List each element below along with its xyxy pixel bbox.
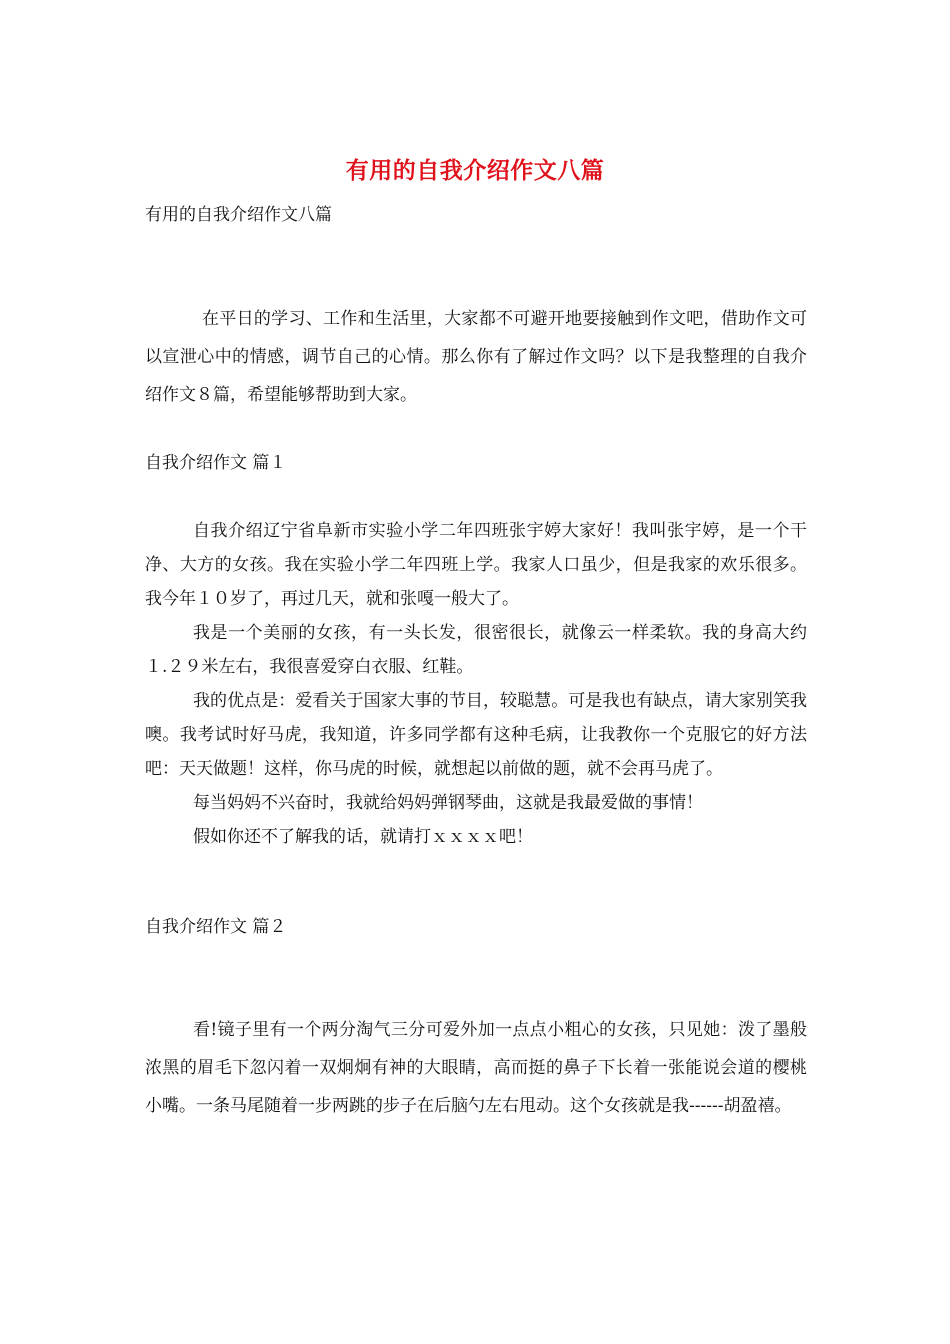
paragraph: 看!镜子里有一个两分淘气三分可爱外加一点点小粗心的女孩，只见她：泼了墨般浓黑的眉毛下忽闪着一双炯炯有神的大眼睛，高而挺的鼻子下长着一张能说会道的樱桃小嘴。一条马尾随着一步两跳的步子在后脑勺左右甩动。这个女孩就是我------胡盈禧。	[145, 1020, 807, 1116]
paragraph: 自我介绍辽宁省阜新市实验小学二年四班张宇婷大家好！我叫张宇婷，是一个干净、大方的女孩。我在实验小学二年四班上学。我家人口虽少，但是我家的欢乐很多。我今年１０岁了，再过几天，就和张嘎一般大了。	[145, 521, 807, 609]
paragraph: 假如你还不了解我的话，就请打ｘｘｘｘ吧！	[193, 827, 533, 847]
section-2-heading: 自我介绍作文 篇２	[145, 917, 287, 937]
section-1-heading: 自我介绍作文 篇１	[145, 453, 287, 473]
paragraph: 我是一个美丽的女孩，有一头长发，很密很长，就像云一样柔软。我的身高大约１.２９米左右，我很喜爱穿白衣服、红鞋。	[145, 623, 807, 677]
paragraph: 每当妈妈不兴奋时，我就给妈妈弹钢琴曲，这就是我最爱做的事情！	[193, 793, 703, 813]
document-title: 有用的自我介绍作文八篇	[345, 157, 605, 184]
intro-paragraph: 在平日的学习、工作和生活里，大家都不可避开地要接触到作文吧，借助作文可以宣泄心中的情感，调节自己的心情。那么你有了解过作文吗？以下是我整理的自我介绍作文８篇，希望能够帮助到大家。	[145, 309, 807, 405]
paragraph: 我的优点是：爱看关于国家大事的节目，较聪慧。可是我也有缺点，请大家别笑我噢。我考试时好马虎，我知道，许多同学都有这种毛病，让我教你一个克服它的好方法吧：天天做题！这样，你马虎的时候，就想起以前做的题，就不会再马虎了。	[145, 691, 807, 779]
section-2-body	[145, 1011, 807, 1125]
document-subtitle: 有用的自我介绍作文八篇	[145, 205, 332, 225]
section-1-body	[145, 514, 807, 854]
